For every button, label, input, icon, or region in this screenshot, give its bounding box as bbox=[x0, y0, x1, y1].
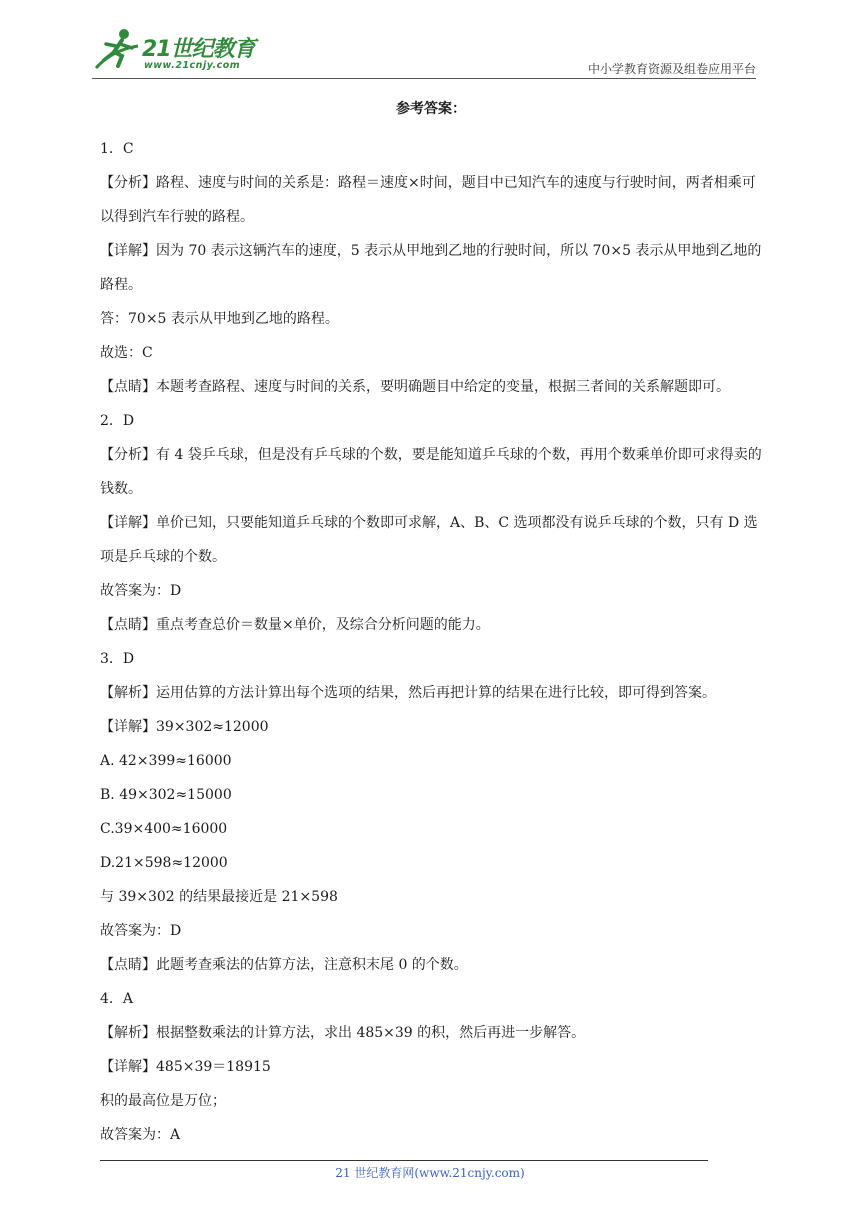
answer-3-option-c: C.39×400≈16000 bbox=[100, 821, 228, 837]
answer-3-detail: 【详解】39×302≈12000 bbox=[100, 719, 269, 735]
answer-2-choice: 故答案为：D bbox=[100, 583, 182, 599]
answer-2-heading: 2．D bbox=[100, 413, 135, 429]
answer-3-option-a: A. 42×399≈16000 bbox=[100, 753, 232, 769]
answer-4-heading: 4．A bbox=[100, 991, 134, 1007]
answer-1-heading: 1．C bbox=[100, 141, 134, 157]
answer-4-detail: 【详解】485×39＝18915 bbox=[100, 1059, 271, 1075]
answer-2-comment: 【点睛】重点考查总价＝数量×单价，及综合分析问题的能力。 bbox=[100, 617, 490, 633]
answer-1-detail: 【详解】因为 70 表示这辆汽车的速度，5 表示从甲地到乙地的行驶时间，所以 70×5 表示从甲地到乙地的路程。 bbox=[100, 243, 762, 293]
answer-3-heading: 3．D bbox=[100, 651, 135, 667]
page-title: 参考答案： bbox=[396, 101, 466, 117]
answer-3-choice: 故答案为：D bbox=[100, 923, 182, 939]
answer-3-conclusion: 与 39×302 的结果最接近是 21×598 bbox=[100, 889, 338, 905]
answer-4-choice: 故答案为：A bbox=[100, 1127, 181, 1143]
footer-link[interactable]: 21 世纪教育网(www.21cnjy.com) bbox=[335, 1166, 525, 1180]
answer-3-analysis: 【解析】运用估算的方法计算出每个选项的结果，然后再把计算的结果在进行比较，即可得到答案。 bbox=[100, 685, 716, 701]
answer-4-analysis: 【解析】根据整数乘法的计算方法，求出 485×39 的积，然后再进一步解答。 bbox=[100, 1025, 586, 1041]
logo-url: www.21cnjy.com bbox=[144, 60, 241, 71]
answer-2-analysis: 【分析】有 4 袋乒乓球，但是没有乒乓球的个数，要是能知道乒乓球的个数，再用个数乘单价即可求得卖的钱数。 bbox=[100, 447, 762, 497]
answer-content bbox=[100, 98, 762, 1152]
answer-3-option-b: B. 49×302≈15000 bbox=[100, 787, 232, 803]
header-slogan: 中小学教育资源及组卷应用平台 bbox=[587, 62, 756, 76]
answer-1-analysis: 【分析】路程、速度与时间的关系是：路程＝速度×时间，题目中已知汽车的速度与行驶时间，两者相乘可以得到汽车行驶的路程。 bbox=[100, 175, 756, 225]
logo bbox=[92, 28, 262, 78]
answer-1-reply: 答：70×5 表示从甲地到乙地的路程。 bbox=[100, 311, 339, 327]
answer-4-note: 积的最高位是万位； bbox=[100, 1093, 226, 1109]
answer-3-comment: 【点睛】此题考查乘法的估算方法，注意积末尾 0 的个数。 bbox=[100, 957, 468, 973]
header-divider bbox=[92, 78, 756, 79]
answer-2-detail: 【详解】单价已知，只要能知道乒乓球的个数即可求解，A、B、C 选项都没有说乒乓球的个数，只有 D 选项是乒乓球的个数。 bbox=[100, 515, 758, 565]
logo-text: 21世纪教育 bbox=[142, 37, 255, 62]
answer-3-option-d: D.21×598≈12000 bbox=[100, 855, 228, 871]
answer-1-choice: 故选：C bbox=[100, 345, 153, 361]
runner-icon bbox=[92, 28, 144, 74]
answer-1-comment: 【点睛】本题考查路程、速度与时间的关系，要明确题目中给定的变量，根据三者间的关系解题即可。 bbox=[100, 379, 730, 395]
footer-divider bbox=[100, 1160, 708, 1161]
page-header bbox=[0, 0, 860, 80]
